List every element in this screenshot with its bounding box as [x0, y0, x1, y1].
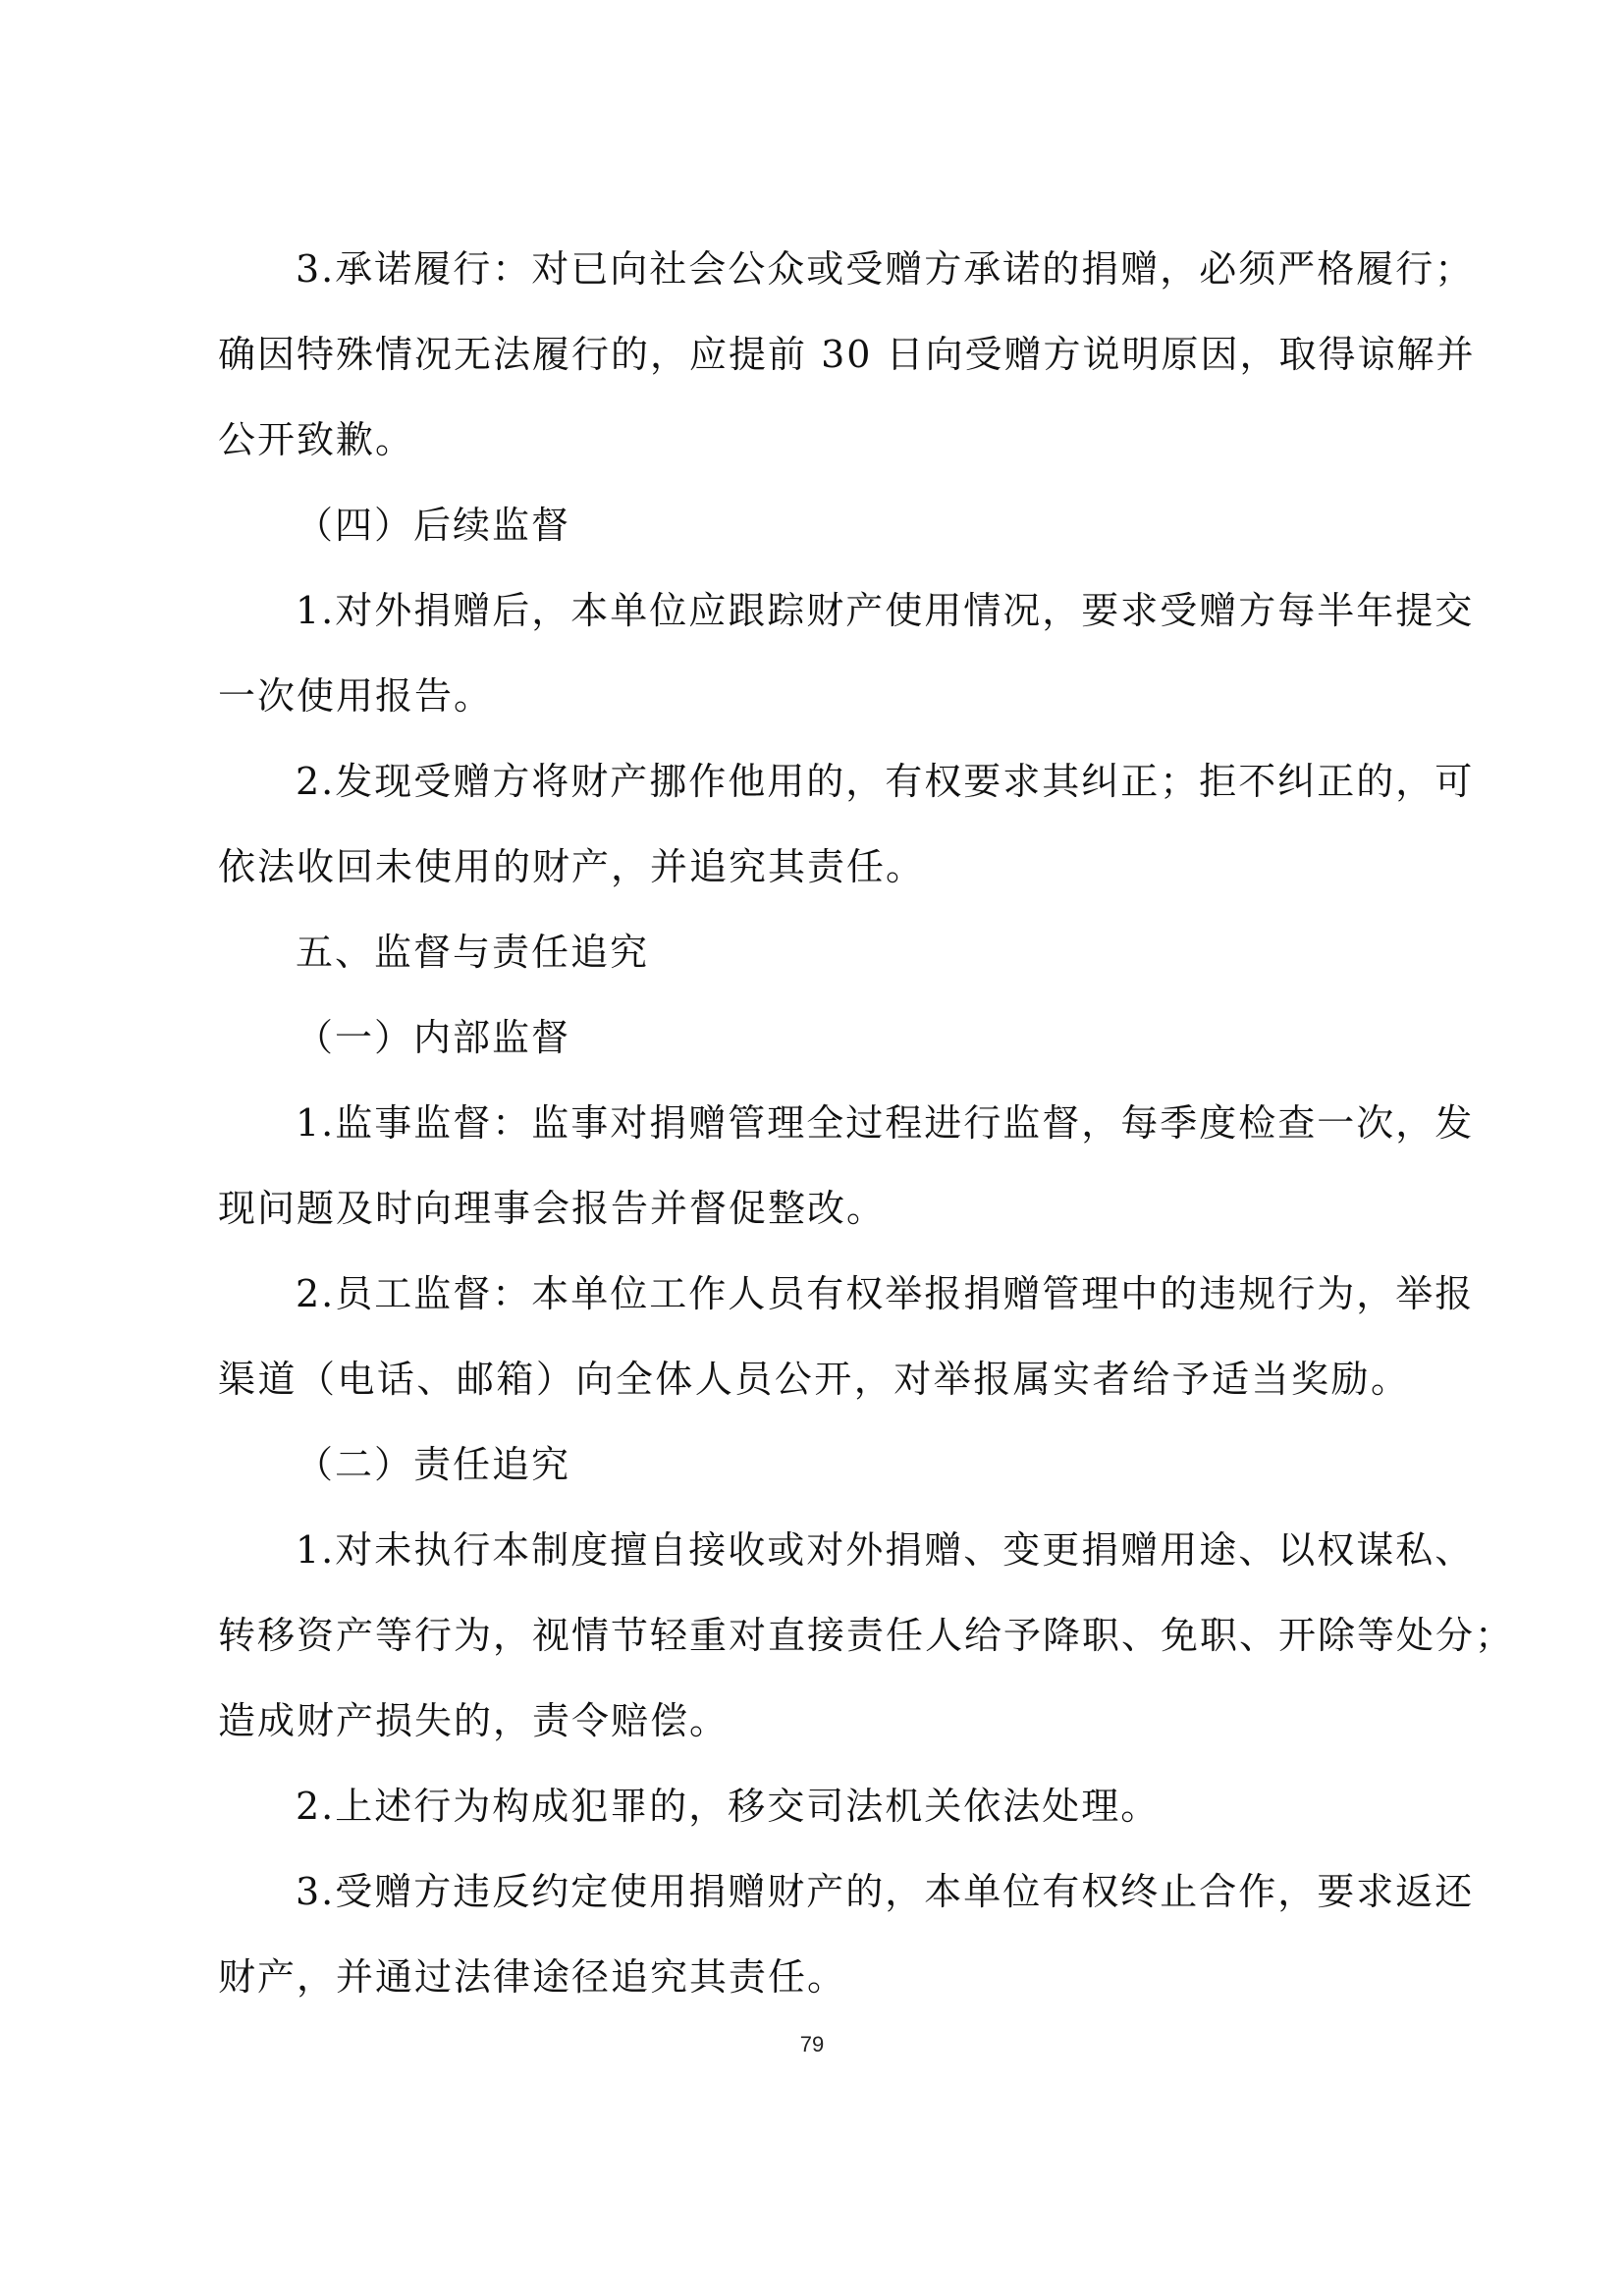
section-heading: （一）内部监督: [296, 1016, 571, 1059]
section-heading: （二）责任追究: [296, 1443, 571, 1486]
paragraph-line: 2.员工监督：本单位工作人员有权举报捐赠管理中的违规行为，举报: [296, 1272, 1475, 1315]
section-heading: （四）后续监督: [296, 504, 571, 547]
body-text: [218, 227, 1515, 2020]
paragraph-line: 一次使用报告。: [218, 674, 494, 718]
page-number: 79: [799, 2032, 825, 2056]
paragraph-line: 财产，并通过法律途径追究其责任。: [218, 1955, 847, 1999]
paragraph-line: 1.对外捐赠后，本单位应跟踪财产使用情况，要求受赠方每半年提交: [296, 589, 1475, 632]
paragraph-line: 1.监事监督：监事对捐赠管理全过程进行监督，每季度检查一次，发: [296, 1101, 1475, 1145]
paragraph-line: 渠道（电话、邮箱）向全体人员公开，对举报属实者给予适当奖励。: [218, 1358, 1410, 1401]
paragraph-line: 转移资产等行为，视情节轻重对直接责任人给予降职、免职、开除等处分；: [218, 1614, 1515, 1657]
paragraph-line: 现问题及时向理事会报告并督促整改。: [218, 1187, 887, 1230]
paragraph-line: 3.受赠方违反约定使用捐赠财产的，本单位有权终止合作，要求返还: [296, 1870, 1475, 1913]
chapter-heading: 五、监督与责任追究: [296, 931, 650, 974]
paragraph-line: 1.对未执行本制度擅自接收或对外捐赠、变更捐赠用途、以权谋私、: [296, 1528, 1475, 1572]
paragraph-line: 造成财产损失的，责令赔偿。: [218, 1699, 730, 1742]
paragraph-line: 依法收回未使用的财产，并追究其责任。: [218, 845, 926, 888]
paragraph-line: 确因特殊情况无法履行的，应提前 30 日向受赠方说明原因，取得谅解并: [218, 333, 1476, 376]
paragraph-line: 2.发现受赠方将财产挪作他用的，有权要求其纠正；拒不纠正的，可: [296, 760, 1475, 803]
paragraph-line: 公开致歉。: [218, 418, 415, 461]
paragraph-line: 3.承诺履行：对已向社会公众或受赠方承诺的捐赠，必须严格履行；: [296, 247, 1475, 291]
paragraph-line: 2.上述行为构成犯罪的，移交司法机关依法处理。: [296, 1785, 1161, 1828]
